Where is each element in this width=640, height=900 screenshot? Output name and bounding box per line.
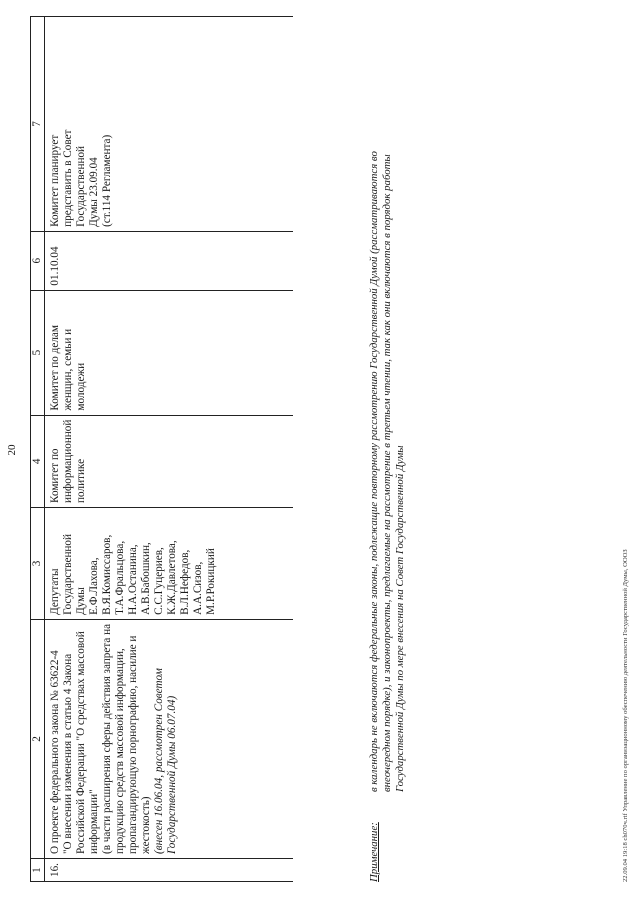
remarks-cell: [45, 17, 294, 232]
footnote-line: Государственной Думы по мере внесения на Совет Государственной Думы: [394, 445, 406, 792]
bill-status-line: (внесен 16.06.04, рассмотрен Советом: [153, 668, 165, 855]
initiator-line: Т.А.Фральцова,: [114, 540, 126, 615]
column-header-2: 2: [31, 619, 45, 858]
committee-line: политике: [75, 458, 87, 503]
co-executor-line: Комитет по делам: [49, 325, 61, 411]
committee-line: Комитет по: [49, 448, 61, 503]
page-number: 20: [6, 444, 18, 456]
initiator-line: Н.А.Останина,: [127, 544, 139, 615]
initiator-line: Думы: [75, 587, 87, 615]
column-header-4: 4: [31, 415, 45, 507]
column-header-5: 5: [31, 290, 45, 415]
bill-title-line: продукцию средств массовой информации,: [114, 648, 126, 855]
bill-status-line: Государственной Думы 06.07.04): [166, 695, 178, 855]
bill-title-line: информации": [88, 789, 100, 855]
co-executor-line: женщин, семьи и: [62, 328, 74, 411]
table-header-row: [31, 17, 45, 882]
remark-line: Комитет планирует: [49, 134, 61, 227]
committee-line: информационной: [62, 419, 74, 503]
co-executor-cell: [45, 290, 294, 415]
column-header-6: 6: [31, 231, 45, 290]
responsible-committee-cell: [45, 415, 294, 507]
column-header-7: 7: [31, 17, 45, 232]
legislative-calendar-table: [30, 16, 293, 882]
initiator-line: В.Л.Нефедов,: [179, 549, 191, 615]
bill-title-line: жестокость): [140, 796, 152, 855]
footnote-line: внеочередном порядке), и законопроекты, предлагаемые на рассмотрение в третьем чтении, так как они включаются в порядок работы: [381, 154, 393, 792]
date-cell: 01.10.04: [45, 231, 294, 290]
table-row: [45, 17, 294, 882]
footnote-line: в календарь не включаются федеральные законы, подлежащие повторному рассмотрению Государственной Думой (рассматриваются во: [368, 151, 380, 792]
remark-line: (ст.114 Регламента): [101, 134, 113, 227]
row-number: 16.: [45, 859, 294, 882]
remark-line: Думы 23.09.04: [88, 157, 100, 227]
bill-title-line: О проекте федерального закона № 63622-4: [49, 650, 61, 855]
footnote-label: Примечание:: [368, 822, 380, 882]
initiator-line: К.Ж.Давлетова,: [166, 540, 178, 615]
initiator-line: Депутаты: [49, 568, 61, 615]
initiator-line: Государственной: [62, 534, 74, 615]
column-header-1: 1: [31, 859, 45, 882]
bill-title-line: пропагандирующую порнографию, насилие и: [127, 635, 139, 855]
initiator-line: М.Р.Рокицкий: [205, 548, 217, 615]
initiator-line: А.В.Бабошкин,: [140, 542, 152, 615]
bill-title-line: (в части расширения сферы действия запрета на: [101, 623, 113, 855]
bill-title-line: Российской Федерации "О средствах массовой: [75, 631, 87, 855]
remark-line: представить в Совет: [62, 129, 74, 227]
bill-title-line: "О внесении изменения в статью 4 Закона: [62, 653, 74, 855]
initiators-cell: [45, 507, 294, 619]
column-header-3: 3: [31, 507, 45, 619]
remark-line: Государственной: [75, 145, 87, 227]
document-footer: 22.09.04 19:18 ch070ч.rtf Управление по организационному обеспечению деятельности Государственной Думы, ОООЗ: [622, 549, 629, 882]
initiator-line: В.Я.Комиссаров,: [101, 534, 113, 615]
footnote-text: [368, 151, 407, 792]
bill-title-cell: [45, 619, 294, 858]
initiator-line: С.С.Гуцериев,: [153, 547, 165, 615]
initiator-line: А.А.Сизов,: [192, 561, 204, 615]
initiator-line: Е.Ф.Лахова,: [88, 557, 100, 615]
co-executor-line: молодежи: [75, 362, 87, 411]
